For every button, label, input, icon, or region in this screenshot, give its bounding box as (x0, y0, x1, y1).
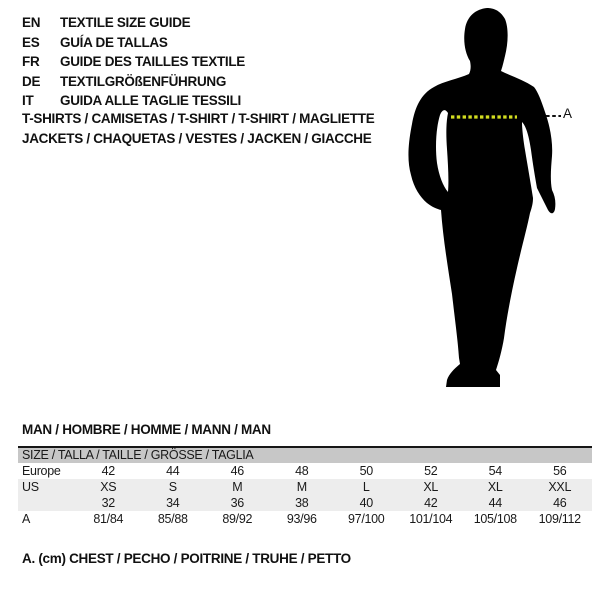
table-cell: 109/112 (538, 512, 581, 526)
row-label (18, 495, 76, 511)
table-cell: M (232, 480, 243, 494)
table-row-europe (18, 463, 592, 479)
table-cell: M (296, 480, 307, 494)
table-cell: 85/88 (157, 512, 188, 526)
table-cell: 42 (424, 496, 438, 510)
table-row-us-numeric (18, 495, 592, 511)
table-cell: L (362, 480, 370, 494)
table-cell: 101/104 (409, 512, 453, 526)
table-cell: 48 (295, 464, 309, 478)
language-code: DE (22, 73, 41, 89)
table-cell: 93/96 (286, 512, 317, 526)
language-label: TEXTILGRÖßENFÜHRUNG (60, 73, 227, 89)
table-cell: 44 (166, 464, 180, 478)
table-cell: 32 (101, 496, 115, 510)
language-code: EN (22, 15, 41, 30)
category-tshirts: T-SHIRTS / CAMISETAS / T-SHIRT / T-SHIRT / MAGLIETTE (22, 111, 375, 126)
category-jackets: JACKETS / CHAQUETAS / VESTES / JACKEN / GIACCHE (22, 130, 372, 146)
row-label: US (22, 480, 39, 494)
table-cell: 97/100 (348, 512, 385, 526)
row-label: Europe (22, 464, 61, 478)
table-cell: 42 (101, 464, 115, 478)
gender-heading: MAN / HOMBRE / HOMME / MANN / MAN (22, 422, 271, 437)
table-cell: 50 (359, 464, 373, 478)
table-cell: 105/108 (473, 512, 517, 526)
silhouette-path (408, 8, 555, 387)
table-cell: 34 (166, 496, 180, 510)
language-label: GUIDE DES TAILLES TEXTILE (60, 54, 246, 70)
table-cell: S (168, 480, 177, 494)
table-cell: XS (100, 480, 117, 494)
table-cell: 52 (424, 464, 438, 478)
table-cell: 36 (230, 496, 244, 510)
size-table (18, 446, 592, 527)
table-row-chest-cm (18, 511, 592, 527)
size-table-header: SIZE / TALLA / TAILLE / GRÖSSE / TAGLIA (18, 448, 592, 463)
table-cell: 38 (295, 496, 309, 510)
language-code: IT (22, 93, 34, 109)
table-cell: 46 (553, 496, 567, 510)
table-cell: 40 (359, 496, 373, 510)
language-label: GUÍA DE TALLAS (60, 34, 168, 50)
table-cell: XL (423, 480, 439, 494)
table-row-us (18, 479, 592, 495)
table-cell: 89/92 (222, 512, 253, 526)
measurement-footnote: A. (cm) CHEST / PECHO / POITRINE / TRUHE / PETTO (22, 551, 351, 566)
table-cell: 81/84 (93, 512, 124, 526)
language-code: ES (22, 34, 40, 50)
table-cell: XXL (548, 480, 572, 494)
table-cell: XL (487, 480, 503, 494)
language-code: FR (22, 54, 40, 70)
language-label: GUIDA ALLE TAGLIE TESSILI (60, 93, 241, 109)
language-label: TEXTILE SIZE GUIDE (60, 15, 191, 30)
measure-label-a: A (563, 106, 573, 121)
row-label: A (22, 512, 31, 526)
table-cell: 54 (488, 464, 502, 478)
table-cell: 46 (230, 464, 244, 478)
table-cell: 56 (553, 464, 567, 478)
table-cell: 44 (488, 496, 502, 510)
